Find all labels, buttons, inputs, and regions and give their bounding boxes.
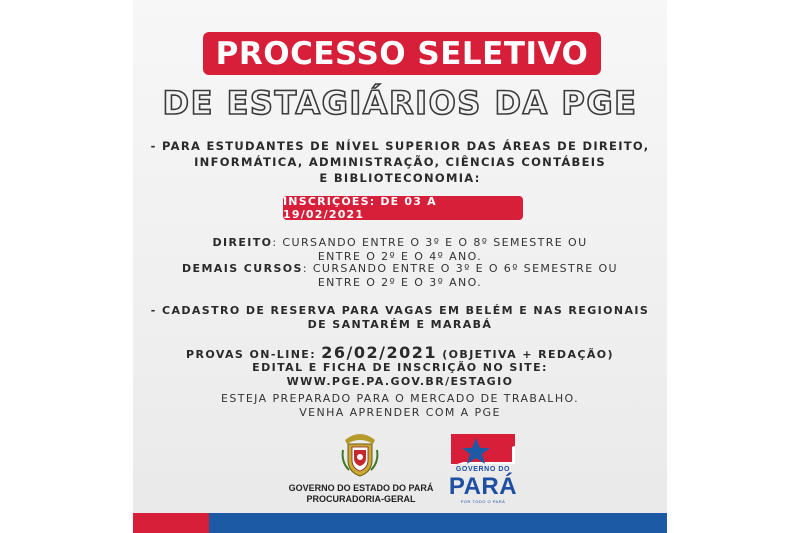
demais-line-1: : CURSANDO ENTRE O 3º E O 6º SEMESTRE OU [302,262,618,275]
provas-date: 26/02/2021 [321,343,437,362]
site-link[interactable]: WWW.PGE.PA.GOV.BR/ESTAGIO [286,375,514,388]
gov-estado-line-1: GOVERNO DO ESTADO DO PARÁ [288,483,434,493]
edital-text: EDITAL E FICHA DE INSCRIÇÃO NO SITE: [252,361,548,374]
cadastro-line-1: - CADASTRO DE RESERVA PARA VAGAS EM BELÉM E NAS REGIONAIS [150,304,650,317]
inscricoes-banner [283,196,523,220]
closing-text [140,392,660,420]
provas-label: PROVAS ON-LINE: [186,348,322,361]
footer-bar-blue [209,513,667,533]
para-tagline: POR TODO O PARÁ [460,499,506,504]
intro-line-3: E BIBLIOTECONOMIA: [319,171,481,185]
state-crest-icon [339,430,381,478]
direito-line-1: : CURSANDO ENTRE O 3º E O 8º SEMESTRE OU [272,236,588,249]
closing-line-2: VENHA APRENDER COM A PGE [299,406,501,419]
gov-estado-line-2: PROCURADORIA-GERAL [306,494,416,504]
subtitle: DE ESTAGIÁRIOS DA PGE [162,84,638,122]
demais-line-2: ENTRE O 2º E O 3º ANO. [317,276,483,289]
direito-line-2: ENTRE O 2º E O 4º ANO. [317,250,483,263]
inscricoes-text: INSCRIÇÕES: DE 03 A 19/02/2021 [283,195,437,221]
cadastro-line-2: DE SANTARÉM E MARABÁ [307,318,493,331]
para-gov-label: GOVERNO DO [455,466,511,473]
intro-line-1: - PARA ESTUDANTES DE NÍVEL SUPERIOR DAS ÁREAS DE DIREITO, [150,139,650,153]
requirement-direito [140,236,660,264]
provas-detail: (OBJETIVA + REDAÇÃO) [437,348,614,361]
page-title: PROCESSO SELETIVO [215,35,589,72]
intro-text [140,138,660,186]
intro-line-2: INFORMÁTICA, ADMINISTRAÇÃO, CIÊNCIAS CONTÁBEIS [194,155,606,169]
direito-label: DIREITO [212,236,273,249]
title-banner [203,32,601,75]
requirement-demais [140,262,660,290]
gov-estado-label [266,483,456,505]
demais-label: DEMAIS CURSOS [182,262,303,275]
cadastro-text [140,304,660,332]
closing-line-1: ESTEJA PREPARADO PARA O MERCADO DE TRABALHO. [220,392,580,405]
footer-bar-red [133,513,209,533]
para-name-label: PARÁ [448,473,518,500]
